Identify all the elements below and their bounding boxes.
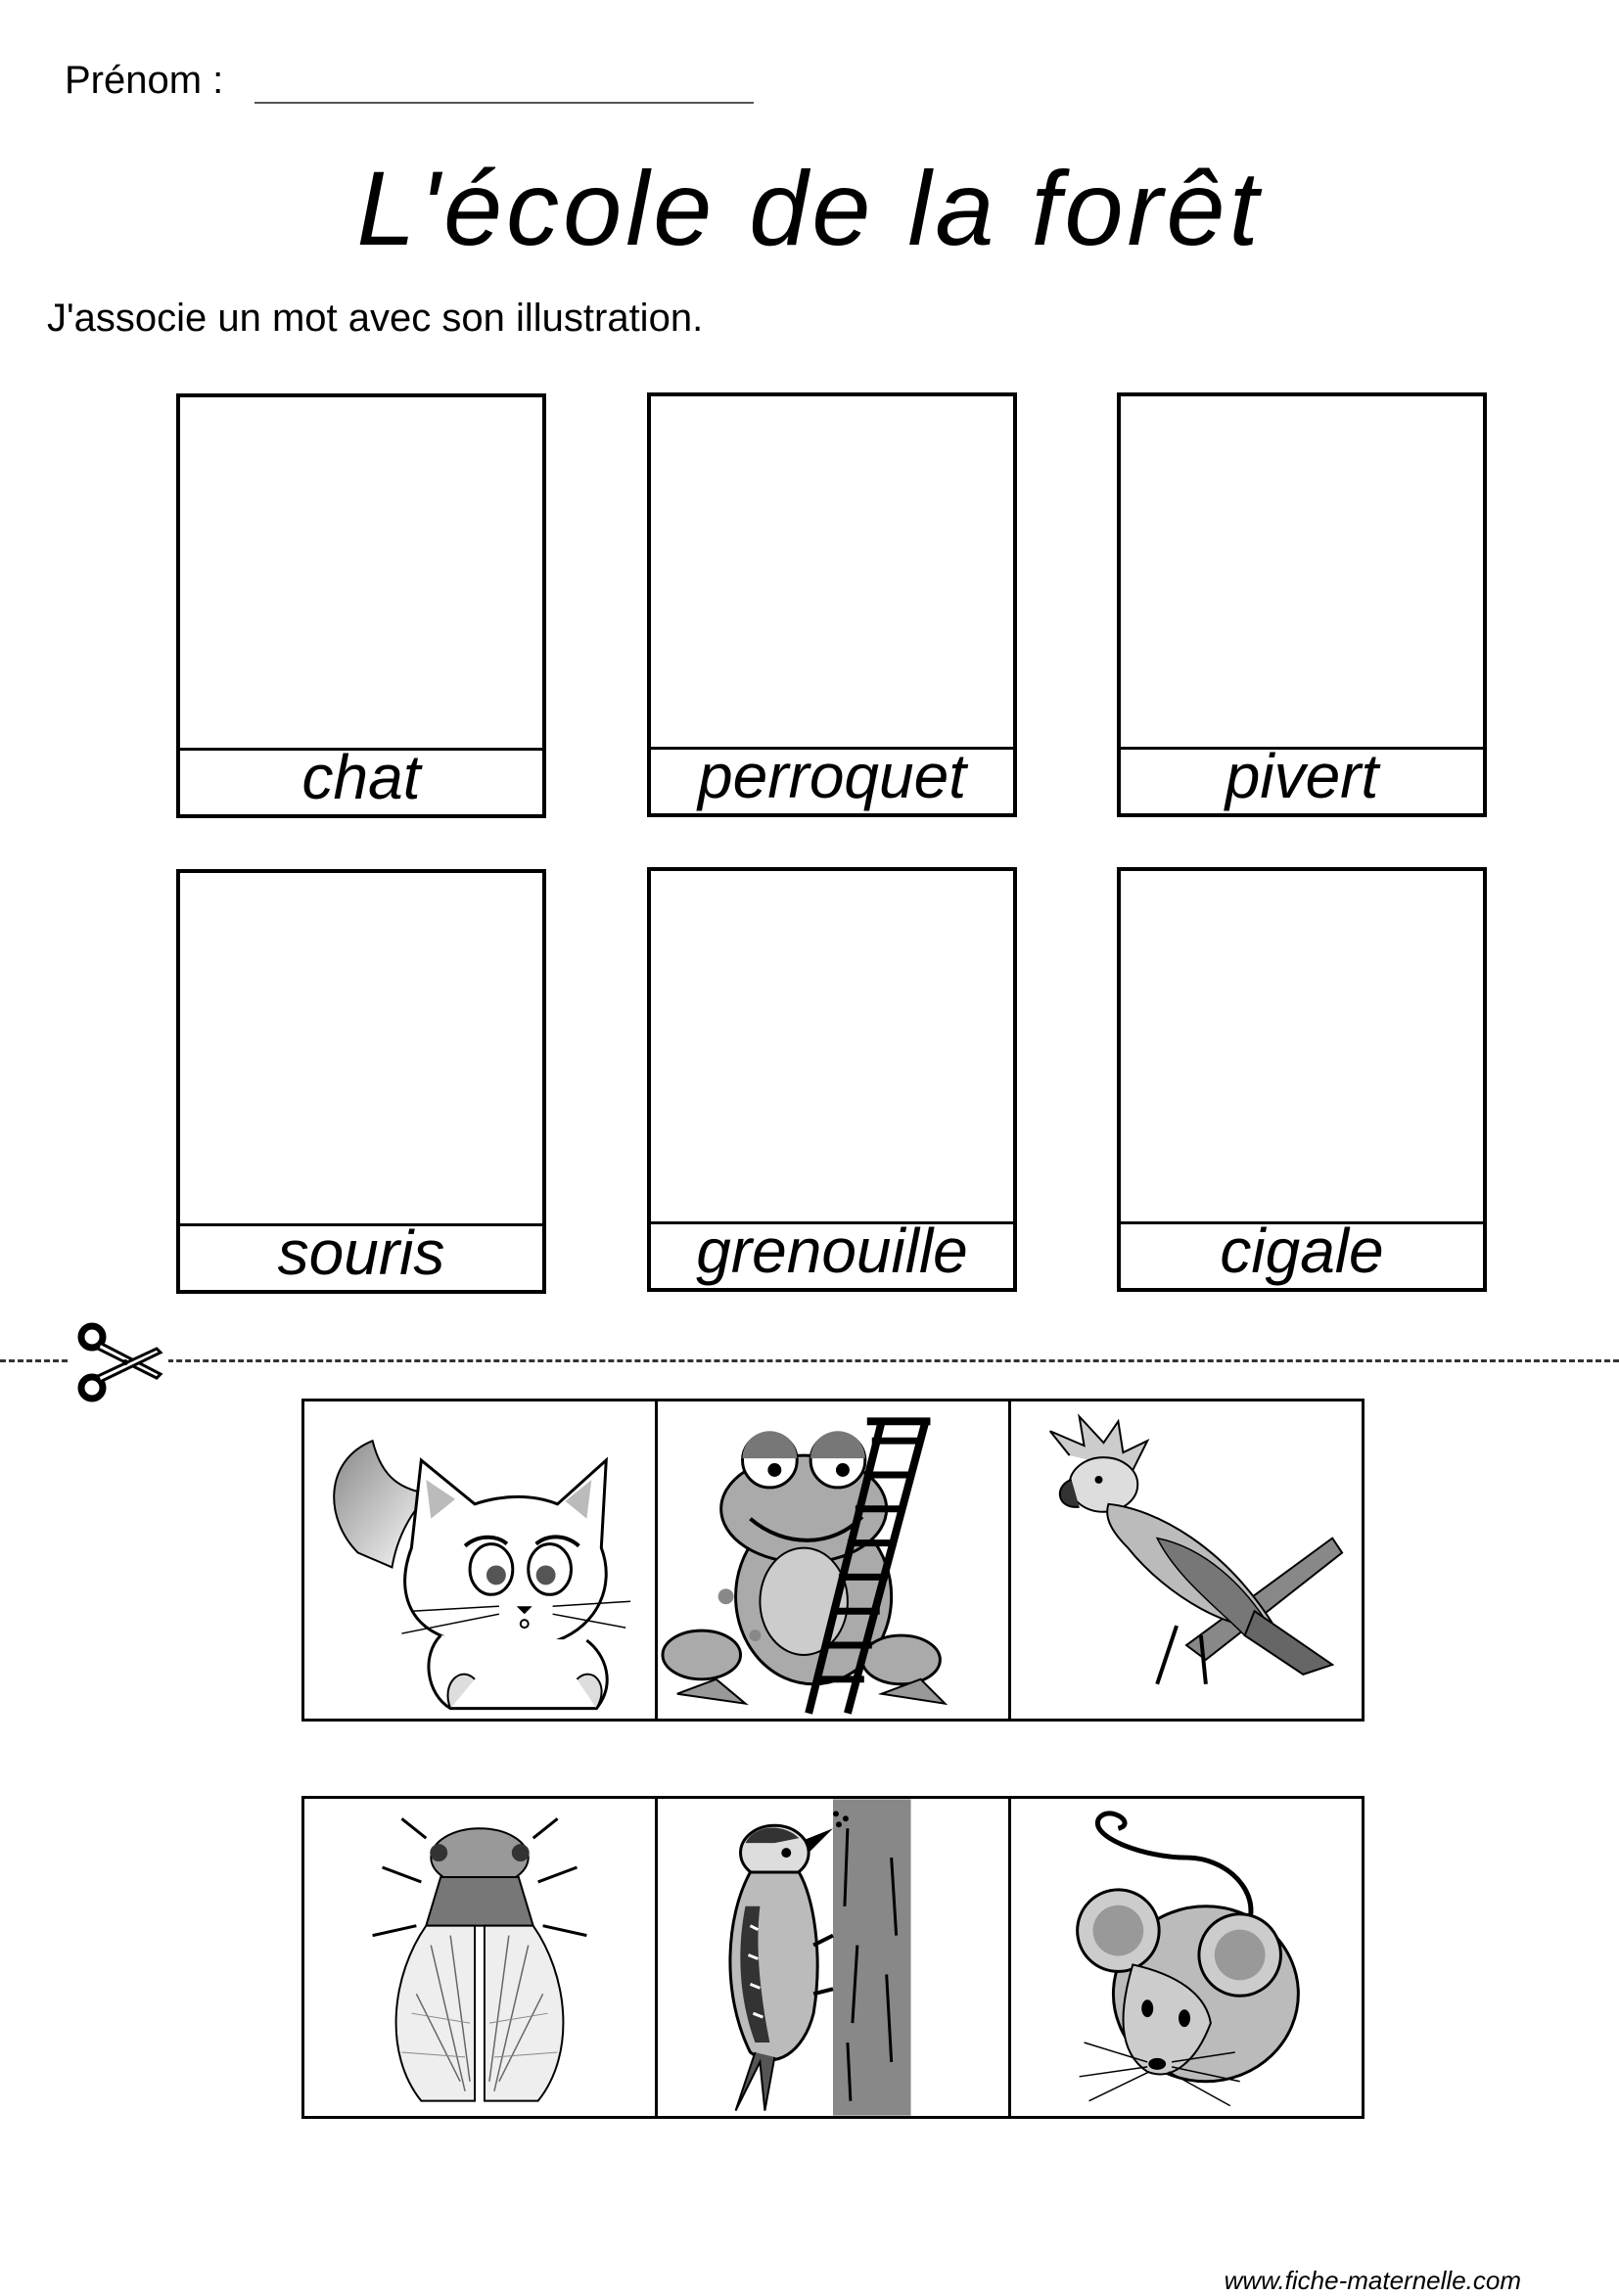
word-box-cigale[interactable] [1117,867,1487,1292]
frog-with-ladder-illustration [658,1401,1008,1719]
word-box-perroquet[interactable] [647,392,1017,817]
drop-area[interactable] [180,873,542,1226]
picture-strip-row-1 [301,1399,1365,1722]
word-box-grenouille[interactable] [647,867,1017,1292]
word-label: chat [301,742,421,812]
picture-card[interactable] [658,1401,1011,1719]
footer-website: www.fiche-maternelle.com [1224,2266,1521,2295]
scissors-icon [70,1319,168,1407]
mouse-illustration [1011,1799,1362,2116]
word-box-pivert[interactable] [1117,392,1487,817]
cut-line [0,1359,1619,1362]
cat-illustration [304,1401,655,1719]
word-label: souris [277,1217,445,1288]
word-label: cigale [1220,1216,1384,1286]
picture-strip-row-2 [301,1796,1365,2119]
name-field[interactable] [254,102,754,104]
picture-card[interactable] [304,1401,658,1719]
drop-area[interactable] [180,397,542,751]
word-box-chat[interactable] [176,393,546,818]
word-label: grenouille [696,1216,968,1286]
word-label: pivert [1225,741,1379,811]
drop-area[interactable] [651,871,1013,1224]
picture-card[interactable] [304,1799,658,2116]
name-label: Prénom : [65,59,224,102]
drop-area[interactable] [1121,396,1483,750]
parrot-illustration [1011,1401,1362,1719]
picture-card[interactable] [1011,1401,1362,1719]
word-box-souris[interactable] [176,869,546,1294]
picture-card[interactable] [1011,1799,1362,2116]
instruction-text: J'associe un mot avec son illustration. [47,297,704,340]
picture-card[interactable] [658,1799,1011,2116]
word-label: perroquet [698,741,966,811]
cicada-illustration [304,1799,655,2116]
drop-area[interactable] [651,396,1013,750]
drop-area[interactable] [1121,871,1483,1224]
woodpecker-illustration [658,1799,1008,2116]
page-title: L'école de la forêt [356,149,1263,267]
